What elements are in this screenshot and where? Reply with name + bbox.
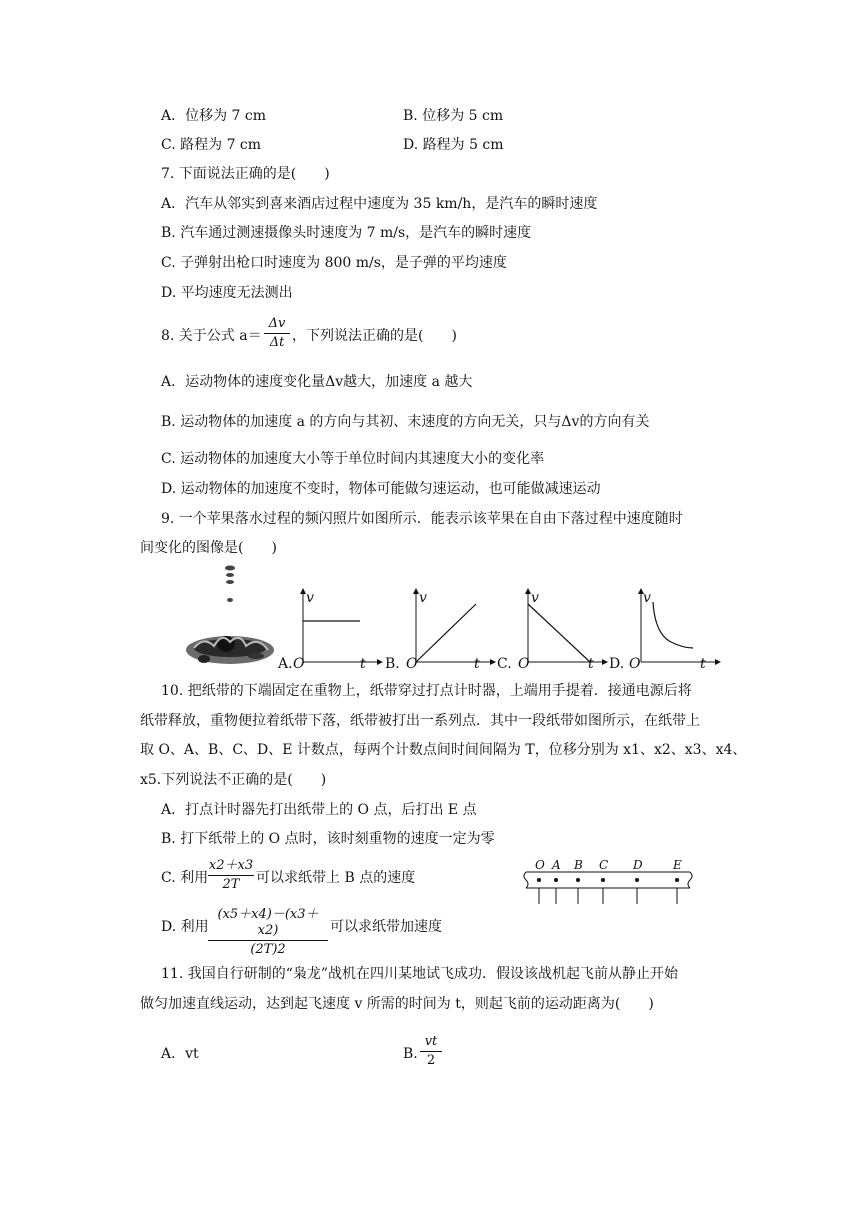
q6-option-c: C. 路程为 7 cm	[161, 137, 262, 153]
q11-stem-line2: 做匀加速直线运动，达到起飞速度 v 所需的时间为 t，则起飞前的运动距离为( )	[140, 996, 654, 1012]
apple-splash-photo	[184, 562, 276, 672]
q10-d-numerator: (x5＋x4)－(x3＋x2)	[217, 907, 319, 938]
graph-c-label: C.	[497, 656, 512, 672]
q7-option-c: C. 子弹射出枪口时速度为 800 m/s，是子弹的平均速度	[161, 255, 507, 271]
graph-d-origin: O	[629, 656, 641, 672]
q11-option-a: A．vt	[161, 1046, 199, 1062]
tape-label-d: D	[633, 858, 643, 872]
q7-option-a: A．汽车从邻实到喜来酒店过程中速度为 35 km/h，是汽车的瞬时速度	[161, 196, 598, 212]
q10-c-numerator: x2＋x3	[208, 858, 254, 873]
q11-option-b-fraction	[420, 1034, 442, 1069]
q10-option-d-pre: D. 利用	[161, 919, 209, 935]
q10-stem-line4: x5.下列说法不正确的是( )	[140, 772, 327, 788]
graph-c-line	[528, 604, 590, 662]
q11-option-b-label: B.	[403, 1046, 418, 1062]
graph-a-label: A.	[278, 656, 293, 672]
graph-b-v-label: v	[419, 590, 427, 606]
q7-stem: 7. 下面说法正确的是( )	[161, 166, 330, 182]
q10-d-denominator: (2T)2	[250, 942, 286, 957]
graph-d-curve	[653, 602, 693, 648]
tape-label-o: O	[535, 858, 545, 872]
q8-option-a: A．运动物体的速度变化量Δv越大，加速度 a 越大	[161, 374, 473, 390]
graph-b-label: B.	[385, 656, 400, 672]
q11-b-denominator: 2	[426, 1053, 436, 1068]
q10-stem-line1: 10. 把纸带的下端固定在重物上，纸带穿过打点计时器，上端用手提着．接通电源后将	[161, 683, 692, 699]
tape-label-a: A	[552, 858, 561, 872]
tape-label-b: B	[574, 858, 583, 872]
graph-c-v-label: v	[531, 590, 539, 606]
q10-option-d-post: 可以求纸带加速度	[330, 919, 442, 935]
graph-a-v-label: v	[306, 590, 314, 606]
graph-c-origin: O	[518, 656, 530, 672]
graph-a-origin: O	[293, 656, 305, 672]
tape-label-e: E	[673, 858, 682, 872]
q7-option-d: D. 平均速度无法测出	[161, 285, 293, 301]
q10-stem-line3: 取 O、A、B、C、D、E 计数点，每两个计数点间时间间隔为 T，位移分别为 x1、x2、x3、x4、	[140, 742, 747, 758]
q9-stem-line2: 间变化的图像是( )	[140, 540, 277, 556]
q8-option-d: D. 运动物体的加速度不变时，物体可能做匀速运动，也可能做减速运动	[161, 481, 601, 497]
q6-option-a: A．位移为 7 cm	[161, 108, 267, 124]
q10-option-c-post: 可以求纸带上 B 点的速度	[256, 870, 416, 886]
q11-b-numerator: vt	[424, 1034, 438, 1049]
q10-option-b: B. 打下纸带上的 O 点时，该时刻重物的速度一定为零	[161, 831, 495, 847]
graph-a-t-label: t	[360, 656, 366, 672]
q10-stem-line2: 纸带释放，重物便拉着纸带下落，纸带被打出一系列点．其中一段纸带如图所示，在纸带上	[140, 713, 700, 729]
graph-d-t-label: t	[700, 656, 706, 672]
graph-c-t-label: t	[588, 656, 594, 672]
graph-d-label: D.	[609, 656, 625, 672]
graph-b-origin: O	[406, 656, 418, 672]
tape-label-c: C	[599, 858, 609, 872]
q11-stem-line1: 11. 我国自行研制的“枭龙”战机在四川某地试飞成功．假设该战机起飞前从静止开始	[161, 966, 679, 982]
q10-option-a: A．打点计时器先打出纸带上的 O 点，后打出 E 点	[161, 802, 477, 818]
q8-formula-denominator: Δt	[269, 335, 285, 350]
graph-b-line	[416, 604, 476, 662]
q6-option-b: B. 位移为 5 cm	[403, 108, 504, 124]
q9-stem-line1: 9. 一个苹果落水过程的频闪照片如图所示．能表示该苹果在自由下落过程中速度随时	[161, 511, 683, 527]
q10-c-denominator: 2T	[222, 877, 240, 892]
graph-d-v-label: v	[643, 590, 651, 606]
q8-formula	[264, 316, 290, 351]
graph-b-t-label: t	[474, 656, 480, 672]
q7-option-b: B. 汽车通过测速摄像头时速度为 7 m/s，是汽车的瞬时速度	[161, 225, 532, 241]
q10-option-c-fraction	[208, 858, 254, 893]
q8-stem-post: ，下列说法正确的是( )	[292, 328, 457, 344]
q10-option-c-pre: C. 利用	[161, 870, 209, 886]
q8-stem-pre: 8. 关于公式 a＝	[161, 328, 262, 344]
q8-option-b: B. 运动物体的加速度 a 的方向与其初、末速度的方向无关，只与Δv的方向有关	[161, 414, 650, 430]
q8-formula-numerator: Δv	[268, 316, 286, 331]
q6-option-d: D. 路程为 5 cm	[403, 137, 504, 153]
q10-option-d-fraction	[208, 907, 328, 958]
q8-option-c: C. 运动物体的加速度大小等于单位时间内其速度大小的变化率	[161, 451, 545, 467]
